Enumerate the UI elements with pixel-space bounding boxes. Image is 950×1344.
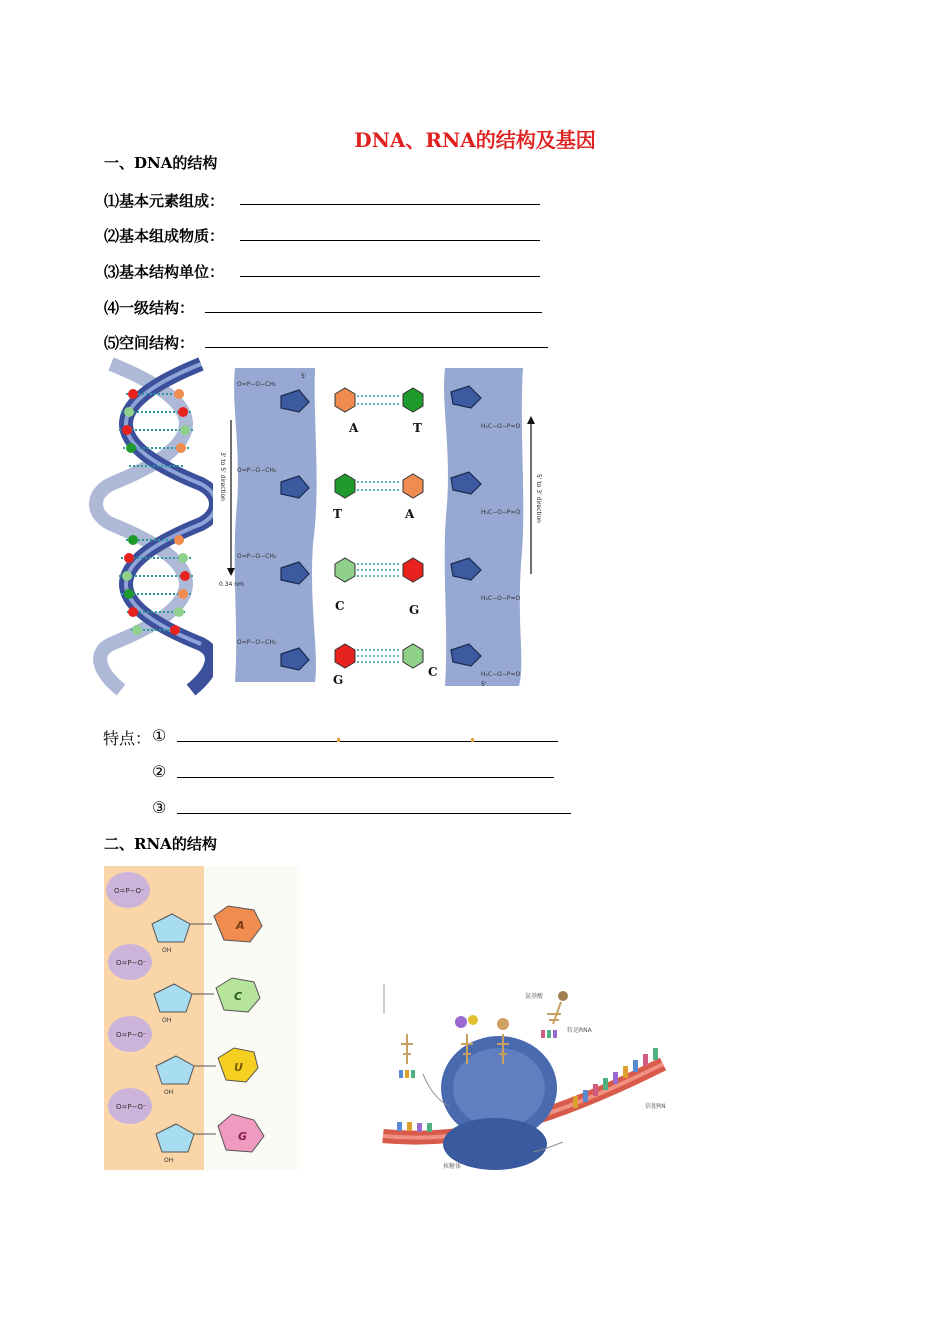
feature-marker-2: ② xyxy=(152,762,167,781)
svg-text:O=P−O−CH₂: O=P−O−CH₂ xyxy=(237,381,277,388)
answer-line-primary[interactable] xyxy=(205,312,542,313)
svg-text:O=P−O−CH₂: O=P−O−CH₂ xyxy=(237,467,277,474)
base-label-c2: C xyxy=(428,665,438,679)
rna-base-a: A xyxy=(236,919,245,932)
label-trna: 转运RNA xyxy=(567,1027,592,1034)
svg-text:O=P−O⁻: O=P−O⁻ xyxy=(114,887,145,895)
question-primary-structure: ⑷一级结构： xyxy=(104,299,195,317)
question-spatial-structure: ⑸空间结构： xyxy=(104,334,195,352)
rna-chain-figure xyxy=(104,866,300,1170)
answer-line-elements[interactable] xyxy=(240,204,540,205)
label-ribosome: 核糖体 xyxy=(443,1163,462,1170)
answer-line-spatial[interactable] xyxy=(205,347,548,348)
svg-text:OH: OH xyxy=(164,1157,174,1164)
feature-line-1[interactable] xyxy=(177,741,558,742)
page-title: DNA、RNA的结构及基因 xyxy=(354,128,596,152)
svg-text:O=P−O−CH₂: O=P−O−CH₂ xyxy=(237,553,277,560)
svg-text:H₂C−O−P=O: H₂C−O−P=O xyxy=(481,423,521,430)
dna-double-helix-figure xyxy=(101,364,213,690)
edit-mark xyxy=(337,738,340,742)
question-substances: ⑵基本组成物质： xyxy=(104,227,225,245)
rna-base-g: G xyxy=(238,1130,248,1143)
prime-label-bottom: 5' xyxy=(481,681,487,688)
helix-measure-label: 0.34 nm xyxy=(219,581,244,588)
feature-marker-3: ③ xyxy=(152,798,167,817)
section-dna-heading: 一、DNA的结构 xyxy=(104,154,218,172)
edit-mark xyxy=(471,738,474,742)
section-rna-heading: 二、RNA的结构 xyxy=(104,835,217,853)
base-label-a2: A xyxy=(405,507,415,521)
svg-text:H₂C−O−P=O: H₂C−O−P=O xyxy=(481,671,521,678)
svg-text:OH: OH xyxy=(164,1089,174,1096)
base-label-c1: C xyxy=(335,599,345,613)
ribosome-translation-figure xyxy=(383,984,666,1170)
rna-base-u: U xyxy=(234,1061,243,1074)
base-label-a1: A xyxy=(349,421,359,435)
svg-text:OH: OH xyxy=(162,947,172,954)
rna-base-c: C xyxy=(234,990,243,1003)
feature-marker-1: ① xyxy=(152,726,167,745)
svg-text:OH: OH xyxy=(162,1017,172,1024)
base-label-t1: T xyxy=(413,421,422,435)
label-amino-acid: 氨基酸 xyxy=(525,993,544,1000)
question-elements: ⑴基本元素组成： xyxy=(104,192,225,210)
feature-line-2[interactable] xyxy=(177,777,554,778)
base-label-g1: G xyxy=(409,603,420,617)
svg-text:H₂C−O−P=O: H₂C−O−P=O xyxy=(481,509,521,516)
left-direction-label: 3' to 5' direction xyxy=(219,452,226,501)
svg-text:O=P−O−CH₂: O=P−O−CH₂ xyxy=(237,639,277,646)
prime-label-top: 5' xyxy=(301,373,307,380)
answer-line-unit[interactable] xyxy=(240,276,540,277)
svg-text:O=P−O⁻: O=P−O⁻ xyxy=(116,1031,147,1039)
svg-text:O=P−O⁻: O=P−O⁻ xyxy=(116,1103,147,1111)
right-direction-label: 5' to 3' direction xyxy=(535,474,542,523)
label-mrna: 信使RN xyxy=(645,1103,666,1110)
dna-base-pairing-figure xyxy=(213,364,542,690)
svg-text:O=P−O⁻: O=P−O⁻ xyxy=(116,959,147,967)
feature-line-3[interactable] xyxy=(177,813,571,814)
answer-line-substances[interactable] xyxy=(240,240,540,241)
base-label-t2: T xyxy=(333,507,342,521)
svg-text:H₂C−O−P=O: H₂C−O−P=O xyxy=(481,595,521,602)
features-label: 特点： xyxy=(103,729,152,748)
base-label-g2: G xyxy=(333,673,344,687)
question-unit: ⑶基本结构单位： xyxy=(104,263,225,281)
